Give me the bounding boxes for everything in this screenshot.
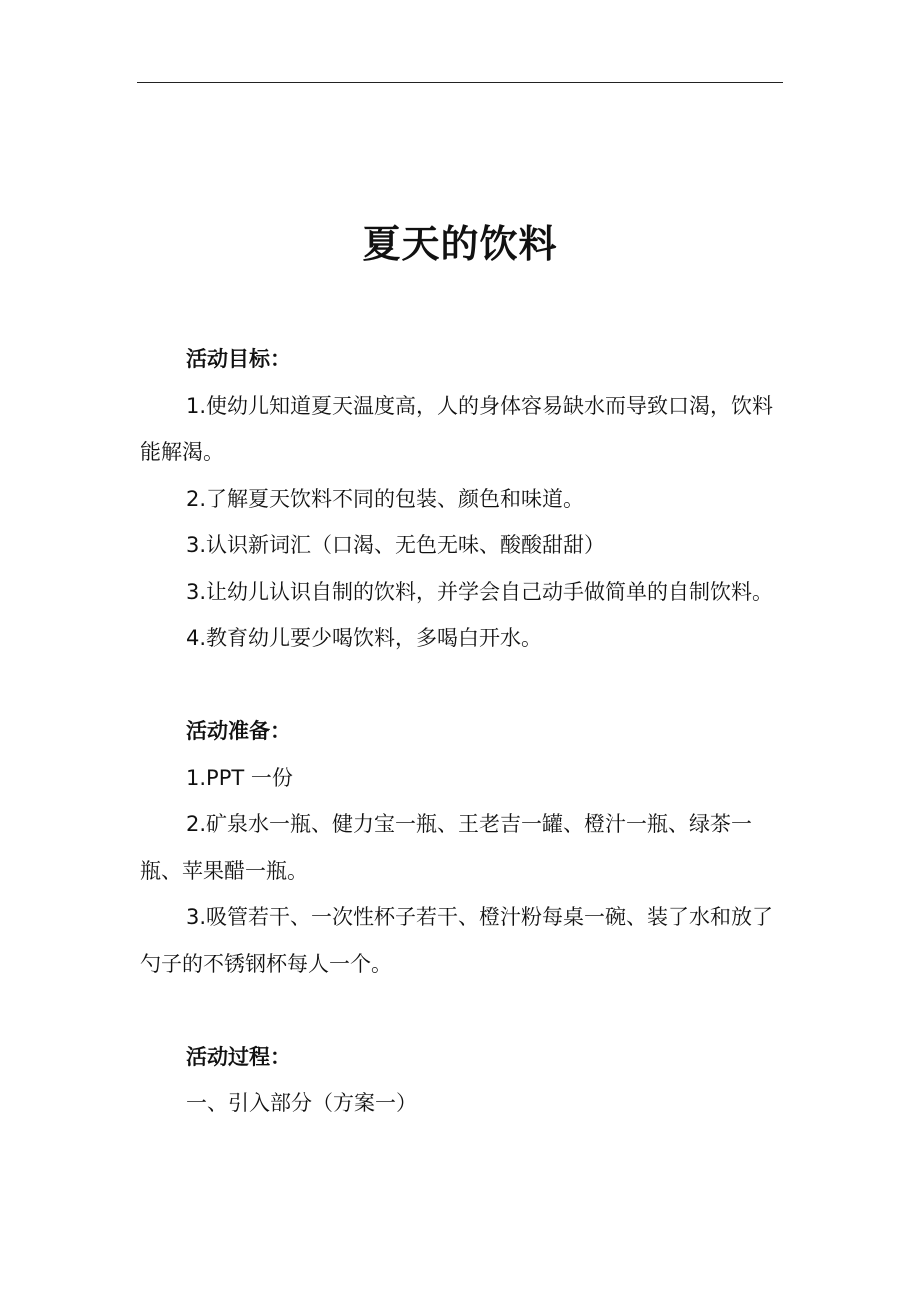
section-spacer (140, 662, 785, 709)
section-spacer (140, 987, 785, 1034)
goal-item-4: 3.让幼儿认识自制的饮料，并学会自己动手做简单的自制饮料。 (186, 579, 774, 604)
preparation-item-3: 3.吸管若干、一次性杯子若干、橙汁粉每桌一碗、装了水和放了勺子的不锈钢杯每人一个。 (140, 905, 774, 976)
goal-item-3: 3.认识新词汇（口渴、无色无味、酸酸甜甜） (186, 533, 606, 557)
goal-item-1: 1.使幼儿知道夏天温度高，人的身体容易缺水而导致口渴，饮料能解渴。 (140, 393, 774, 464)
section-heading-preparation: 活动准备： (186, 719, 291, 743)
goal-item-2: 2.了解夏天饮料不同的包装、颜色和味道。 (186, 486, 585, 511)
section-heading-process: 活动过程： (186, 1044, 291, 1069)
preparation-item-2: 2.矿泉水一瓶、健力宝一瓶、王老吉一罐、橙汁一瓶、绿茶一瓶、苹果醋一瓶。 (140, 812, 753, 883)
header-rule (137, 82, 783, 83)
document-title: 夏天的饮料 (362, 222, 558, 266)
goal-item-5: 4.教育幼儿要少喝饮料，多喝白开水。 (186, 626, 543, 650)
preparation-item-1: 1.PPT 一份 (186, 765, 293, 790)
document-body (140, 336, 785, 1127)
process-item-1: 一、引入部分（方案一） (186, 1091, 417, 1115)
section-heading-goals: 活动目标： (186, 347, 291, 371)
